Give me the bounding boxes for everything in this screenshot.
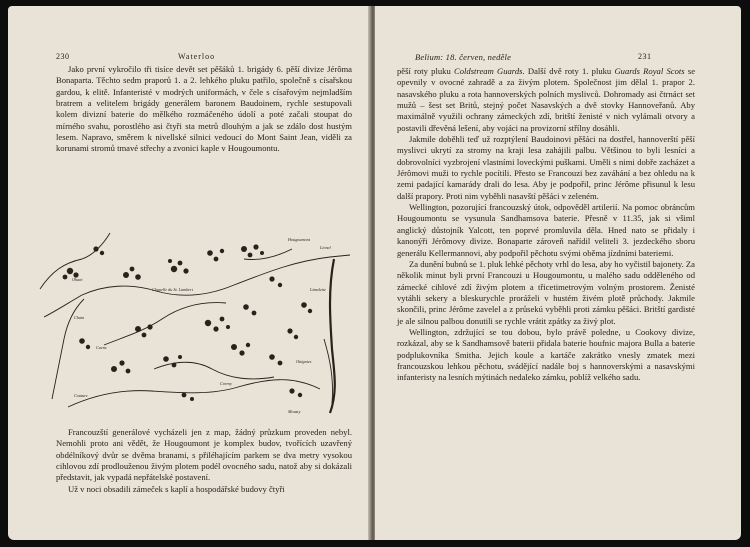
left-text-top bbox=[56, 64, 352, 155]
paragraph: pěší roty pluku Coldstream Guards. Další dvě roty 1. pluku Guards Royal Scots se opevnily v ovocné zahradě a za živým plotem. Společnost jim dělal 1. prapor 2. nasavského pluku a rota hannoverských polních myslivců. Dohromady asi čtrnáct set mužů – šest set Britů, stejný počet Nasavských a dvě stovky Hannoveřanů. Aby maximálně využili ochrany zámeckých zdí, britští ženisté v nich vylámali otvory a postavili dřevěná lešení, aby vojáci na provizorní střílny dosáhli. bbox=[397, 66, 696, 133]
map-label-chapelle: Chapelle du St. Lambert bbox=[152, 287, 193, 292]
map-figure bbox=[34, 219, 354, 415]
paragraph: Wellington, zdržující se tou dobou, bylo právě poledne, u Cookovy divize, rozkázal, aby se k Sandhamsově baterii přidala baterie houfnic majora Bulla a baterie podplukovníka Smitha. Jejich koule a kartáče zakrátko vnesly zmatek mezi francouzskou lehkou pěchotu, svádějící nadále boj s hannoverskými a nasavskými infanteristy na lesních mýtinách nedaleko zámku, poblíž velkého sadu. bbox=[397, 326, 695, 383]
page-number-right: 231 bbox=[638, 52, 652, 61]
right-text bbox=[397, 66, 695, 384]
map-woods bbox=[63, 244, 313, 401]
map-label-couture: Couture bbox=[74, 393, 88, 398]
paragraph: Wellington, pozorující francouzský útok, odpověděl artilerií. Na pomoc obráncům Hougoumontu se vysunula Sandhamsova baterie. Přesně v 11.35, jak si všiml anglický důstojník Yalcott, ten poprvé promluvila děla. Hned nato se přidaly i kanonýři Jérômovy divize. Bonaparte zároveň nařídil veliteli 3. jezdeckého sboru generálu Kellermannovi, aby podpořil pěchotu svými oběma jízdními bateriemi. bbox=[397, 202, 695, 258]
paragraph: Francouzští generálové vycházeli jen z map, žádný průzkum proveden nebyl. Nemohli proto ani vědět, že Hougoumont je komplex budov, tvořících uzavřený obdélníkový dvůr se dvěma branami, s přiléhajícím parkem se dva metry vysokou cihlovou zdí prodlouženou živým plotem podél ovocného sadu, natož aby si dokázali představit, jak vypadá nepřátelské postavení. bbox=[56, 427, 352, 483]
running-head-left: Waterloo bbox=[178, 52, 216, 61]
map-label-ohain: Ohain bbox=[72, 277, 83, 282]
running-head-right: Belium: 18. červen, neděle bbox=[415, 52, 512, 62]
map-label-corroy: Corroy bbox=[220, 381, 232, 386]
paragraph: Už v noci obsadili zámeček s kaplí a hospodářské budovy čtyři bbox=[68, 483, 285, 494]
map-label-limalette: Limalette bbox=[310, 287, 326, 292]
left-text-bottom bbox=[56, 427, 352, 495]
paragraph: Jako první vykročilo tři tisíce devět set pěšáků 1. brigády 6. pěší divize Jérôma Bonaparta. Těchto sedm praporů 1. a 2. lehkého pluku patřilo, společně s císařskou gardou, k elitě. Infanteristé v modrých uniformách, v čele s císařovým nejmladším bratrem a velitelem brigády generálem baronem Baudoinem, rychle sestupovali kolem divizní baterie do mělkého rozmáčeného údolí a poté začali stoupat do mírného svahu, porostlého asi čtyři sta metrů dlouhým a jak se zdálo dost hustým lesem. Napravo, směrem k nivellské silnici vedoucí do Mont Saint Jean, viděli za korunami stromů tmavé střechy a zvonici kaple v Hougoumontu. bbox=[56, 64, 352, 154]
map-road bbox=[68, 380, 320, 407]
map-label-chain: Chain bbox=[74, 315, 85, 320]
map-road bbox=[52, 299, 84, 399]
map-label-caens: Caens bbox=[96, 345, 107, 350]
paragraph: Za dunění bubnů se 1. pluk lehké pěchoty vrhl do lesa, aby ho vyčistil bajonety. Za několik minut byli první Francouzi u Hougoumontu, u malého sadu odděleného od zámecké cihlové zdí živým plotem a třicetimetrovým volným prostorem. Ženisté vytáhli sekery a bleskurychle proráželi v hustém živém plotě průchody. Jakmile skončili, princ Jérôme zavelel a z průsekú vyběhli proti zámku pěšáci. Britští gardisté je ale silnou palbou donutili se rychle vrátit zpátky za živý plot. bbox=[397, 258, 695, 326]
map-label-lionel: Lionel bbox=[320, 245, 331, 250]
right-page bbox=[375, 6, 741, 540]
left-page bbox=[8, 6, 370, 540]
map-label-ottignies: Ottignies bbox=[296, 359, 312, 364]
map-label-hougoumont: Hougoumont bbox=[288, 237, 310, 242]
page-number-left: 230 bbox=[56, 52, 70, 61]
map-label-mousty: Mousty bbox=[288, 409, 301, 414]
paragraph: Jakmile doběhli teď už rozptýlení Baudoinovi pěšáci na dostřel, hannoverští pěší myslivci ukrytí za stromy na kraji lesa zahájili palbu. Většinou to byli lesníci a dobrovolníci vyzbrojení vlastními loveckými puškami. Uměli s nimi dobře zacházet a Jérômovi muži to rychle pocítili. Přesto se Francouzi bez zaváhání a bez ohledu na k zemi padající kamarády drali do lesa. Aby je podpořil, princ Jérôme přisunul k lesu další prapory. Proti nim vyběhli nasavští pěšáci v zeleném. bbox=[397, 134, 695, 201]
